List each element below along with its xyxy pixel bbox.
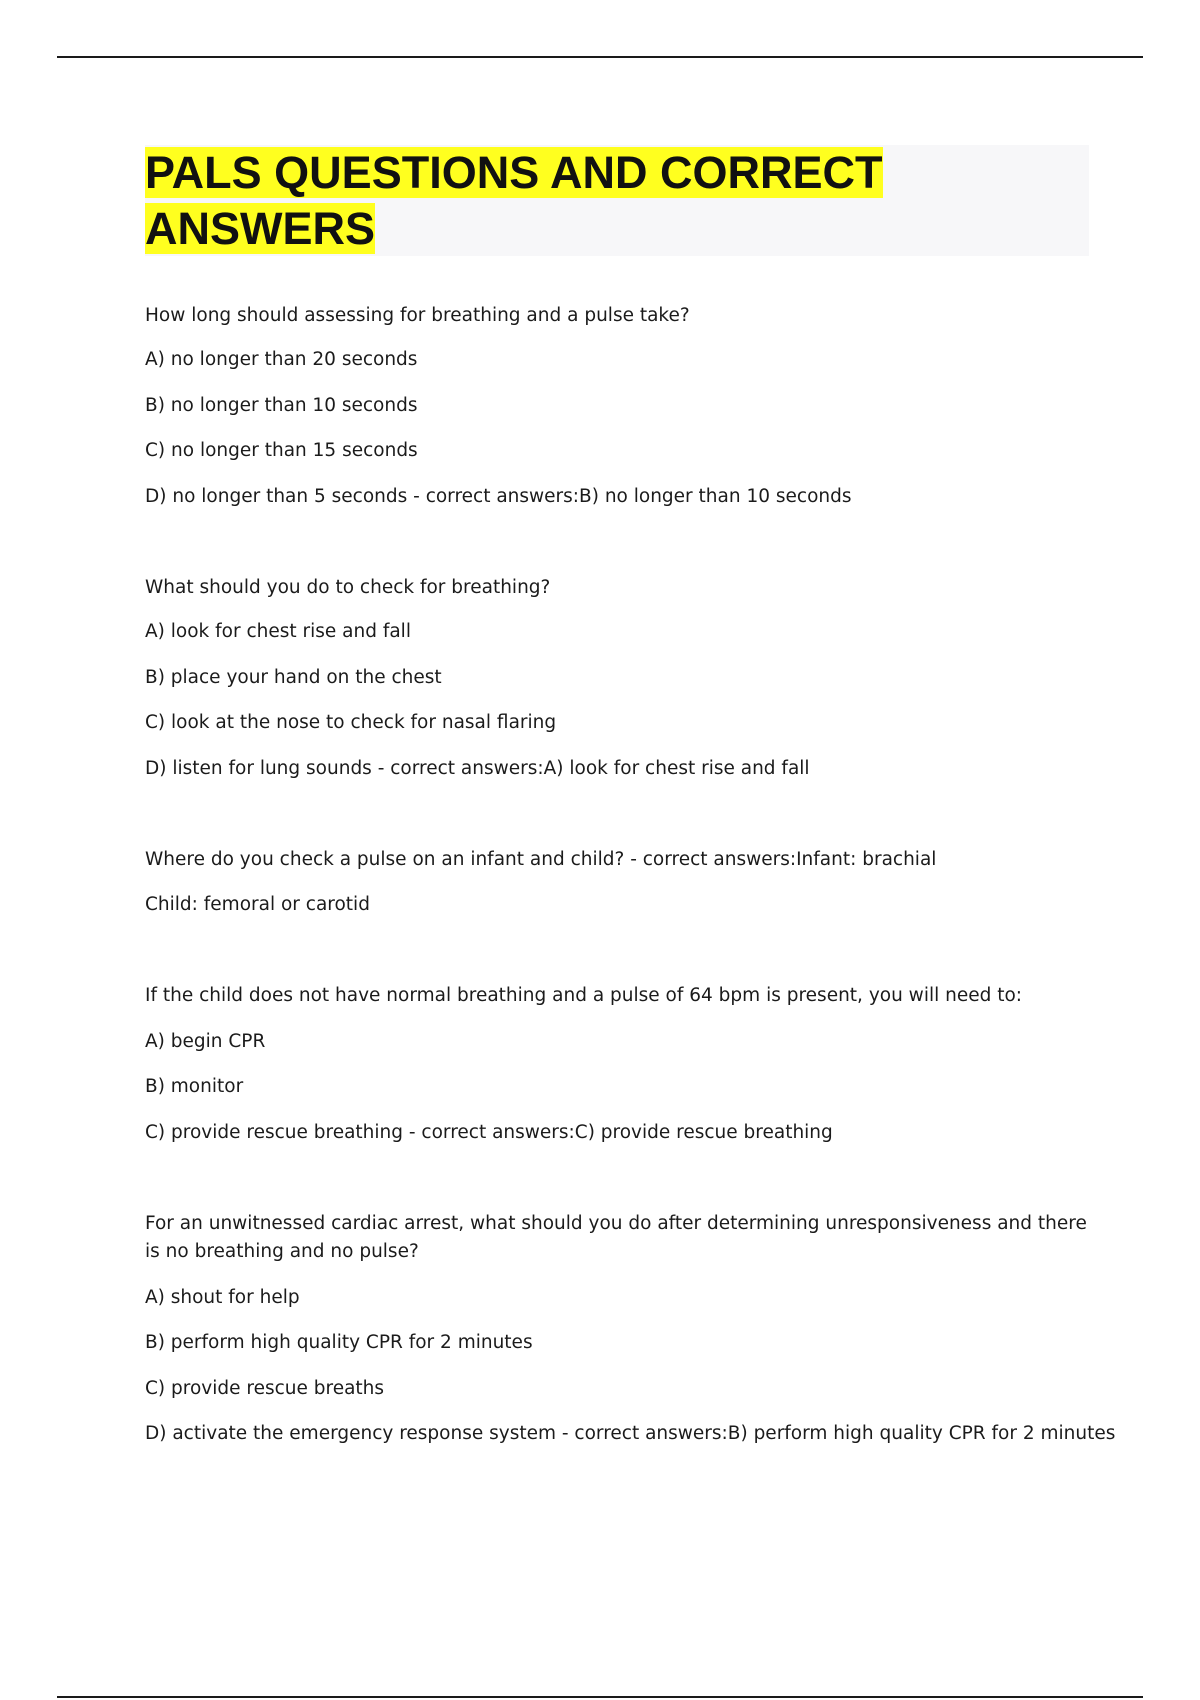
answer-option: D) listen for lung sounds - correct answers:A) look for chest rise and fall — [145, 758, 810, 779]
question-prompt: What should you do to check for breathing? — [145, 577, 551, 598]
answer-option: A) look for chest rise and fall — [145, 621, 411, 642]
answer-option: C) provide rescue breathing - correct answers:C) provide rescue breathing — [145, 1122, 833, 1143]
answer-option: D) activate the emergency response system - correct answers:B) perform high quality CPR for 2 minutes — [145, 1423, 1116, 1444]
answer-option: A) shout for help — [145, 1287, 300, 1308]
question-prompt: How long should assessing for breathing and a pulse take? — [145, 305, 690, 326]
title-highlight: PALS QUESTIONS AND CORRECT ANSWERS — [145, 147, 883, 254]
answer-option: C) look at the nose to check for nasal flaring — [145, 712, 557, 733]
title-block — [145, 145, 1089, 256]
answer-option: Child: femoral or carotid — [145, 894, 370, 915]
answer-option: B) no longer than 10 seconds — [145, 395, 418, 416]
answer-option: A) no longer than 20 seconds — [145, 349, 418, 370]
answer-option: B) perform high quality CPR for 2 minutes — [145, 1332, 533, 1353]
answer-option: C) no longer than 15 seconds — [145, 440, 418, 461]
question-prompt: Where do you check a pulse on an infant and child? - correct answers:Infant: brachial — [145, 849, 937, 870]
document-title — [145, 145, 1089, 257]
answer-option: B) monitor — [145, 1076, 244, 1097]
question-prompt: For an unwitnessed cardiac arrest, what should you do after determining unresponsiveness and there is no breathing and no pulse? — [145, 1213, 1087, 1262]
question-prompt: If the child does not have normal breathing and a pulse of 64 bpm is present, you will need to: — [145, 985, 1023, 1006]
header-rule — [57, 56, 1143, 58]
answer-option: D) no longer than 5 seconds - correct answers:B) no longer than 10 seconds — [145, 486, 852, 507]
answer-option: B) place your hand on the chest — [145, 667, 442, 688]
answer-option: A) begin CPR — [145, 1031, 266, 1052]
answer-option: C) provide rescue breaths — [145, 1378, 385, 1399]
footer-rule — [57, 1696, 1143, 1698]
